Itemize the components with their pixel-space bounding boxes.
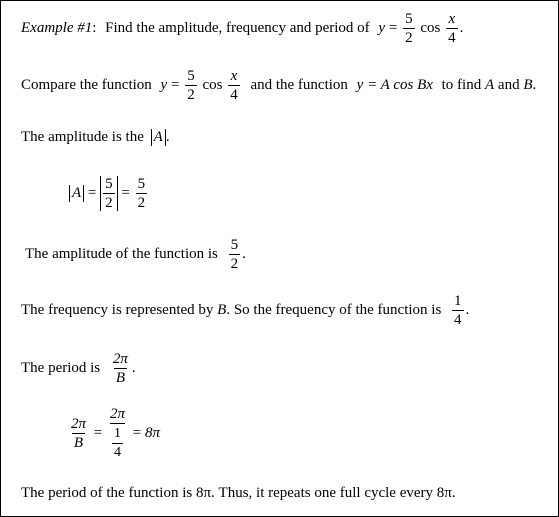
period-calculation [67,406,160,461]
compare-eq1-arg-denominator: 4 [230,87,238,103]
example-arg-fraction [446,11,458,46]
frequency-text-1: The frequency is represented by [21,302,214,318]
period-def-denominator: B [115,370,125,386]
compare-eq1-arg-fraction [228,68,240,103]
amp-calc-inner-fraction [103,176,115,211]
compare-eq1-coef-numerator: 5 [187,68,195,84]
period-def-numerator: 2π [112,351,128,367]
example-coef-fraction [403,11,415,46]
example-statement [21,11,463,46]
period-result-text: The period of the function is 8π. Thus, it repeats one full cycle every 8π. [21,485,456,502]
amplitude-result [25,237,246,272]
period-calc-inner-denominator: 4 [113,445,121,460]
amp-calc-result-denominator: 2 [137,195,146,211]
amp-calc-abs-a: A [69,185,84,202]
period-calc-equals-2: = [132,425,142,441]
compare-eq1-arg-numerator: x [230,68,238,84]
amp-result-text: The amplitude of the function is [25,246,218,262]
frequency-statement [21,293,469,328]
compare-text-2: and the function [250,77,348,93]
frequency-fraction [452,293,464,328]
example-eq-end: . [459,20,464,36]
compare-eq1-equals: = [170,77,180,93]
amp-calc-result-numerator: 5 [137,176,146,192]
amp-result-numerator: 5 [230,237,239,253]
period-def-text: The period is [21,360,101,376]
period-calc-left-numerator: 2π [71,416,87,432]
amp-def-text: The amplitude is the [21,129,144,146]
period-calc-compound-denominator [110,423,125,461]
example-arg-numerator: x [448,11,456,27]
compare-eq1-y: y [160,77,168,93]
compare-and: and [497,77,520,93]
period-definition [21,351,136,386]
period-calc-equals-1: = [93,425,103,441]
period-def-fraction [111,351,130,386]
frequency-numerator: 1 [454,293,462,309]
frequency-text-2: . So the frequency of the function is [226,302,442,318]
compare-text-3: to find [441,77,482,93]
example-coef-numerator: 5 [405,11,413,27]
compare-end: . [532,77,537,93]
amp-calc-equals-2: = [121,185,130,201]
period-calc-inner-fraction [112,426,123,461]
amp-def-abs-a: A [151,129,166,146]
example-cos: cos [420,20,441,36]
period-calc-result: 8π [144,425,160,441]
compare-var-b: B [523,77,533,93]
period-calc-compound-numerator: 2π [109,406,125,422]
example-arg-denominator: 4 [448,30,456,46]
amp-calc-result-fraction [136,176,148,211]
example-eq-y: y [378,20,386,36]
amp-calc-abs-fraction [100,176,118,211]
period-calc-left-denominator: B [73,435,84,451]
amp-calc-inner-denominator: 2 [105,195,113,211]
amp-calc-inner-numerator: 5 [105,176,113,192]
compare-var-a: A [484,77,495,93]
compare-statement [21,68,536,103]
example-eq-equals: = [388,20,398,36]
frequency-denominator: 4 [454,312,462,328]
amp-def-end: . [165,129,170,146]
compare-eq1-coef-fraction [185,68,197,103]
amp-calc-equals-1: = [87,185,97,201]
period-result [21,485,456,502]
example-coef-denominator: 2 [405,30,413,46]
amplitude-calculation [69,176,149,211]
frequency-end: . [465,302,470,318]
compare-eq1-coef-denominator: 2 [187,87,195,103]
period-calc-inner-numerator: 1 [113,426,121,441]
period-calc-left-fraction [69,416,88,451]
compare-text-1: Compare the function [21,77,152,93]
amp-result-fraction [229,237,241,272]
frequency-var-b: B [217,302,227,318]
example-prompt: Find the amplitude, frequency and period of [105,20,370,36]
period-def-end: . [131,360,136,376]
period-calc-compound-fraction [108,406,127,461]
example-colon: : [92,20,97,36]
compare-eq2: y = A cos Bx [356,77,433,93]
amplitude-definition [21,129,170,146]
amp-result-end: . [242,246,246,262]
amp-result-denominator: 2 [230,256,239,272]
compare-eq1-cos: cos [202,77,223,93]
example-label: Example #1 [21,20,93,36]
